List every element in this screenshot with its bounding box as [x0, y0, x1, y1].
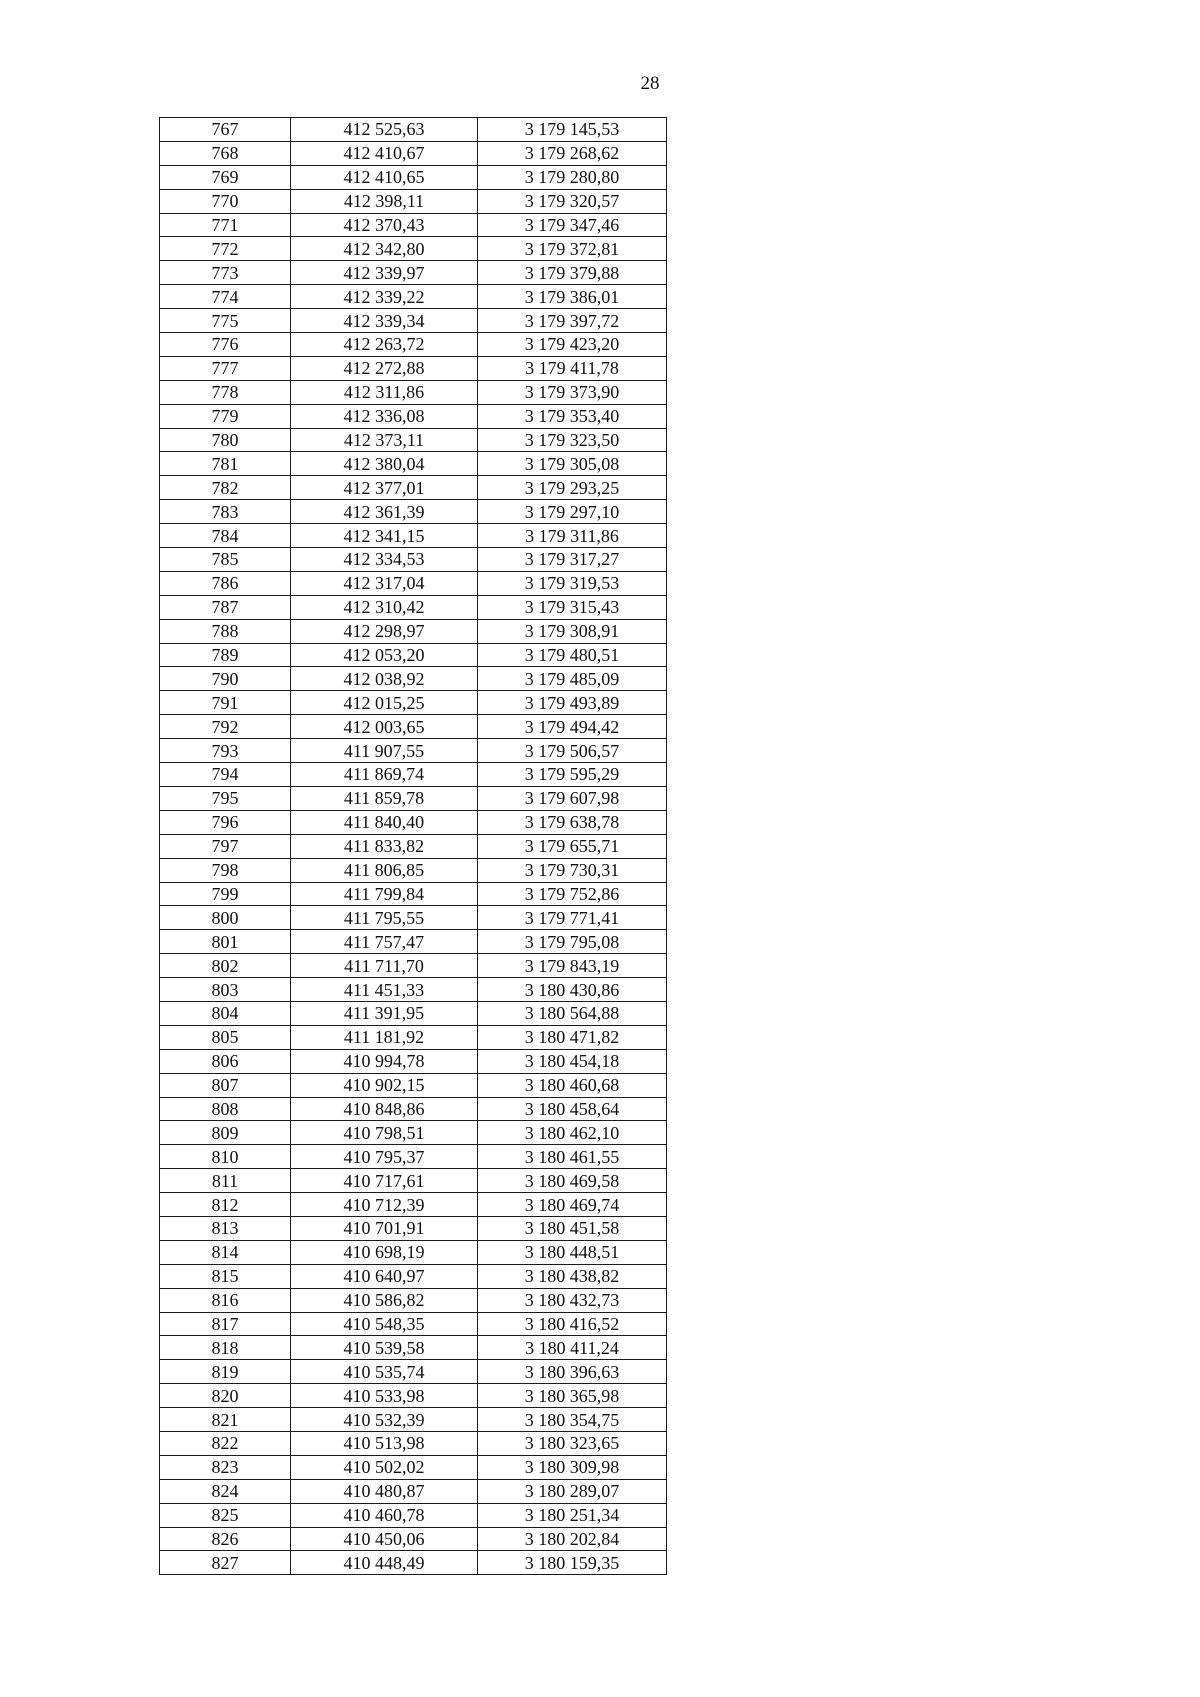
- x-coordinate-cell: 411 869,74: [291, 763, 478, 787]
- point-number-cell: 785: [160, 548, 291, 572]
- y-coordinate-cell: 3 179 771,41: [478, 906, 667, 930]
- x-coordinate-cell: 411 859,78: [291, 786, 478, 810]
- y-coordinate-cell: 3 179 353,40: [478, 404, 667, 428]
- x-coordinate-cell: 412 361,39: [291, 500, 478, 524]
- y-coordinate-cell: 3 179 795,08: [478, 930, 667, 954]
- table-row: [160, 882, 667, 906]
- y-coordinate-cell: 3 180 469,58: [478, 1169, 667, 1193]
- x-coordinate-cell: 410 717,61: [291, 1169, 478, 1193]
- x-coordinate-cell: 412 336,08: [291, 404, 478, 428]
- x-coordinate-cell: 412 038,92: [291, 667, 478, 691]
- y-coordinate-cell: 3 179 485,09: [478, 667, 667, 691]
- x-coordinate-cell: 412 398,11: [291, 189, 478, 213]
- table-row: [160, 763, 667, 787]
- y-coordinate-cell: 3 180 354,75: [478, 1408, 667, 1432]
- table-row: [160, 1336, 667, 1360]
- y-coordinate-cell: 3 180 451,58: [478, 1216, 667, 1240]
- point-number-cell: 796: [160, 810, 291, 834]
- y-coordinate-cell: 3 179 379,88: [478, 261, 667, 285]
- point-number-cell: 808: [160, 1097, 291, 1121]
- x-coordinate-cell: 412 410,65: [291, 165, 478, 189]
- table-row: [160, 165, 667, 189]
- table-row: [160, 1216, 667, 1240]
- x-coordinate-cell: 412 342,80: [291, 237, 478, 261]
- table-row: [160, 1288, 667, 1312]
- point-number-cell: 788: [160, 619, 291, 643]
- x-coordinate-cell: 412 373,11: [291, 428, 478, 452]
- point-number-cell: 797: [160, 834, 291, 858]
- table-row: [160, 141, 667, 165]
- table-row: [160, 1384, 667, 1408]
- table-row: [160, 1527, 667, 1551]
- point-number-cell: 799: [160, 882, 291, 906]
- x-coordinate-cell: 410 795,37: [291, 1145, 478, 1169]
- x-coordinate-cell: 410 480,87: [291, 1479, 478, 1503]
- table-row: [160, 1025, 667, 1049]
- table-row: [160, 118, 667, 142]
- table-row: [160, 189, 667, 213]
- x-coordinate-cell: 410 513,98: [291, 1431, 478, 1455]
- y-coordinate-cell: 3 179 655,71: [478, 834, 667, 858]
- table-row: [160, 213, 667, 237]
- table-row: [160, 476, 667, 500]
- point-number-cell: 815: [160, 1264, 291, 1288]
- table-row: [160, 1240, 667, 1264]
- table-row: [160, 1169, 667, 1193]
- point-number-cell: 818: [160, 1336, 291, 1360]
- point-number-cell: 825: [160, 1503, 291, 1527]
- x-coordinate-cell: 412 339,97: [291, 261, 478, 285]
- table-row: [160, 1097, 667, 1121]
- y-coordinate-cell: 3 179 494,42: [478, 715, 667, 739]
- y-coordinate-cell: 3 179 308,91: [478, 619, 667, 643]
- table-row: [160, 1312, 667, 1336]
- y-coordinate-cell: 3 180 458,64: [478, 1097, 667, 1121]
- x-coordinate-cell: 410 586,82: [291, 1288, 478, 1312]
- x-coordinate-cell: 411 795,55: [291, 906, 478, 930]
- y-coordinate-cell: 3 179 347,46: [478, 213, 667, 237]
- x-coordinate-cell: 410 902,15: [291, 1073, 478, 1097]
- y-coordinate-cell: 3 179 423,20: [478, 333, 667, 357]
- point-number-cell: 809: [160, 1121, 291, 1145]
- table-row: [160, 1049, 667, 1073]
- point-number-cell: 807: [160, 1073, 291, 1097]
- point-number-cell: 773: [160, 261, 291, 285]
- table-row: [160, 715, 667, 739]
- table-row: [160, 1431, 667, 1455]
- point-number-cell: 783: [160, 500, 291, 524]
- y-coordinate-cell: 3 179 145,53: [478, 118, 667, 142]
- point-number-cell: 769: [160, 165, 291, 189]
- y-coordinate-cell: 3 180 430,86: [478, 978, 667, 1002]
- point-number-cell: 779: [160, 404, 291, 428]
- point-number-cell: 781: [160, 452, 291, 476]
- y-coordinate-cell: 3 179 372,81: [478, 237, 667, 261]
- table-row: [160, 1455, 667, 1479]
- point-number-cell: 792: [160, 715, 291, 739]
- x-coordinate-cell: 412 525,63: [291, 118, 478, 142]
- y-coordinate-cell: 3 179 311,86: [478, 524, 667, 548]
- point-number-cell: 778: [160, 380, 291, 404]
- x-coordinate-cell: 410 712,39: [291, 1193, 478, 1217]
- y-coordinate-cell: 3 180 289,07: [478, 1479, 667, 1503]
- table-row: [160, 1193, 667, 1217]
- y-coordinate-cell: 3 180 438,82: [478, 1264, 667, 1288]
- point-number-cell: 782: [160, 476, 291, 500]
- page-number: 28: [640, 73, 660, 94]
- point-number-cell: 771: [160, 213, 291, 237]
- point-number-cell: 770: [160, 189, 291, 213]
- y-coordinate-cell: 3 179 373,90: [478, 380, 667, 404]
- x-coordinate-cell: 412 377,01: [291, 476, 478, 500]
- x-coordinate-cell: 410 502,02: [291, 1455, 478, 1479]
- point-number-cell: 800: [160, 906, 291, 930]
- table-row: [160, 333, 667, 357]
- y-coordinate-cell: 3 179 280,80: [478, 165, 667, 189]
- y-coordinate-cell: 3 180 396,63: [478, 1360, 667, 1384]
- y-coordinate-cell: 3 179 315,43: [478, 595, 667, 619]
- table-row: [160, 667, 667, 691]
- x-coordinate-cell: 410 450,06: [291, 1527, 478, 1551]
- table-row: [160, 1145, 667, 1169]
- table-row: [160, 500, 667, 524]
- x-coordinate-cell: 412 003,65: [291, 715, 478, 739]
- coordinates-table-body: [160, 118, 667, 1575]
- point-number-cell: 819: [160, 1360, 291, 1384]
- x-coordinate-cell: 412 334,53: [291, 548, 478, 572]
- y-coordinate-cell: 3 179 268,62: [478, 141, 667, 165]
- x-coordinate-cell: 410 539,58: [291, 1336, 478, 1360]
- point-number-cell: 780: [160, 428, 291, 452]
- x-coordinate-cell: 412 310,42: [291, 595, 478, 619]
- point-number-cell: 805: [160, 1025, 291, 1049]
- y-coordinate-cell: 3 179 638,78: [478, 810, 667, 834]
- y-coordinate-cell: 3 179 493,89: [478, 691, 667, 715]
- x-coordinate-cell: 410 533,98: [291, 1384, 478, 1408]
- point-number-cell: 795: [160, 786, 291, 810]
- y-coordinate-cell: 3 180 448,51: [478, 1240, 667, 1264]
- y-coordinate-cell: 3 179 319,53: [478, 571, 667, 595]
- x-coordinate-cell: 410 460,78: [291, 1503, 478, 1527]
- y-coordinate-cell: 3 180 462,10: [478, 1121, 667, 1145]
- y-coordinate-cell: 3 179 323,50: [478, 428, 667, 452]
- x-coordinate-cell: 411 451,33: [291, 978, 478, 1002]
- table-row: [160, 428, 667, 452]
- point-number-cell: 790: [160, 667, 291, 691]
- table-row: [160, 1073, 667, 1097]
- point-number-cell: 791: [160, 691, 291, 715]
- table-row: [160, 1551, 667, 1575]
- point-number-cell: 820: [160, 1384, 291, 1408]
- x-coordinate-cell: 411 907,55: [291, 739, 478, 763]
- x-coordinate-cell: 411 757,47: [291, 930, 478, 954]
- y-coordinate-cell: 3 180 432,73: [478, 1288, 667, 1312]
- table-row: [160, 1503, 667, 1527]
- point-number-cell: 822: [160, 1431, 291, 1455]
- x-coordinate-cell: 412 263,72: [291, 333, 478, 357]
- point-number-cell: 817: [160, 1312, 291, 1336]
- point-number-cell: 768: [160, 141, 291, 165]
- point-number-cell: 804: [160, 1001, 291, 1025]
- y-coordinate-cell: 3 180 454,18: [478, 1049, 667, 1073]
- table-row: [160, 810, 667, 834]
- x-coordinate-cell: 410 535,74: [291, 1360, 478, 1384]
- point-number-cell: 794: [160, 763, 291, 787]
- y-coordinate-cell: 3 179 397,72: [478, 309, 667, 333]
- x-coordinate-cell: 410 548,35: [291, 1312, 478, 1336]
- table-row: [160, 1264, 667, 1288]
- x-coordinate-cell: 411 840,40: [291, 810, 478, 834]
- point-number-cell: 802: [160, 954, 291, 978]
- x-coordinate-cell: 412 339,22: [291, 285, 478, 309]
- y-coordinate-cell: 3 180 460,68: [478, 1073, 667, 1097]
- point-number-cell: 786: [160, 571, 291, 595]
- point-number-cell: 774: [160, 285, 291, 309]
- x-coordinate-cell: 412 272,88: [291, 356, 478, 380]
- x-coordinate-cell: 410 448,49: [291, 1551, 478, 1575]
- table-row: [160, 356, 667, 380]
- y-coordinate-cell: 3 179 305,08: [478, 452, 667, 476]
- x-coordinate-cell: 410 532,39: [291, 1408, 478, 1432]
- x-coordinate-cell: 411 799,84: [291, 882, 478, 906]
- table-row: [160, 786, 667, 810]
- y-coordinate-cell: 3 179 506,57: [478, 739, 667, 763]
- y-coordinate-cell: 3 179 411,78: [478, 356, 667, 380]
- table-row: [160, 285, 667, 309]
- table-row: [160, 261, 667, 285]
- x-coordinate-cell: 412 341,15: [291, 524, 478, 548]
- table-row: [160, 906, 667, 930]
- table-row: [160, 1121, 667, 1145]
- y-coordinate-cell: 3 179 595,29: [478, 763, 667, 787]
- x-coordinate-cell: 412 311,86: [291, 380, 478, 404]
- x-coordinate-cell: 410 698,19: [291, 1240, 478, 1264]
- y-coordinate-cell: 3 180 202,84: [478, 1527, 667, 1551]
- x-coordinate-cell: 411 181,92: [291, 1025, 478, 1049]
- y-coordinate-cell: 3 180 251,34: [478, 1503, 667, 1527]
- point-number-cell: 813: [160, 1216, 291, 1240]
- y-coordinate-cell: 3 180 564,88: [478, 1001, 667, 1025]
- point-number-cell: 767: [160, 118, 291, 142]
- y-coordinate-cell: 3 180 416,52: [478, 1312, 667, 1336]
- x-coordinate-cell: 410 798,51: [291, 1121, 478, 1145]
- table-row: [160, 1360, 667, 1384]
- x-coordinate-cell: 412 053,20: [291, 643, 478, 667]
- x-coordinate-cell: 410 640,97: [291, 1264, 478, 1288]
- point-number-cell: 772: [160, 237, 291, 261]
- table-row: [160, 834, 667, 858]
- y-coordinate-cell: 3 180 323,65: [478, 1431, 667, 1455]
- point-number-cell: 824: [160, 1479, 291, 1503]
- point-number-cell: 787: [160, 595, 291, 619]
- point-number-cell: 776: [160, 333, 291, 357]
- point-number-cell: 814: [160, 1240, 291, 1264]
- point-number-cell: 816: [160, 1288, 291, 1312]
- y-coordinate-cell: 3 180 159,35: [478, 1551, 667, 1575]
- table-row: [160, 309, 667, 333]
- table-row: [160, 691, 667, 715]
- point-number-cell: 812: [160, 1193, 291, 1217]
- table-row: [160, 978, 667, 1002]
- point-number-cell: 777: [160, 356, 291, 380]
- x-coordinate-cell: 412 317,04: [291, 571, 478, 595]
- point-number-cell: 811: [160, 1169, 291, 1193]
- y-coordinate-cell: 3 179 730,31: [478, 858, 667, 882]
- point-number-cell: 775: [160, 309, 291, 333]
- table-row: [160, 1479, 667, 1503]
- table-row: [160, 404, 667, 428]
- table-row: [160, 595, 667, 619]
- y-coordinate-cell: 3 180 365,98: [478, 1384, 667, 1408]
- y-coordinate-cell: 3 179 843,19: [478, 954, 667, 978]
- point-number-cell: 784: [160, 524, 291, 548]
- point-number-cell: 806: [160, 1049, 291, 1073]
- point-number-cell: 801: [160, 930, 291, 954]
- table-row: [160, 524, 667, 548]
- point-number-cell: 821: [160, 1408, 291, 1432]
- x-coordinate-cell: 412 298,97: [291, 619, 478, 643]
- table-row: [160, 571, 667, 595]
- table-row: [160, 643, 667, 667]
- y-coordinate-cell: 3 180 461,55: [478, 1145, 667, 1169]
- table-row: [160, 237, 667, 261]
- y-coordinate-cell: 3 179 320,57: [478, 189, 667, 213]
- table-row: [160, 930, 667, 954]
- table-row: [160, 858, 667, 882]
- point-number-cell: 803: [160, 978, 291, 1002]
- x-coordinate-cell: 410 848,86: [291, 1097, 478, 1121]
- x-coordinate-cell: 412 380,04: [291, 452, 478, 476]
- y-coordinate-cell: 3 179 752,86: [478, 882, 667, 906]
- point-number-cell: 793: [160, 739, 291, 763]
- x-coordinate-cell: 411 391,95: [291, 1001, 478, 1025]
- point-number-cell: 810: [160, 1145, 291, 1169]
- y-coordinate-cell: 3 180 411,24: [478, 1336, 667, 1360]
- y-coordinate-cell: 3 179 297,10: [478, 500, 667, 524]
- table-row: [160, 619, 667, 643]
- point-number-cell: 798: [160, 858, 291, 882]
- y-coordinate-cell: 3 179 607,98: [478, 786, 667, 810]
- x-coordinate-cell: 411 806,85: [291, 858, 478, 882]
- table-row: [160, 1408, 667, 1432]
- y-coordinate-cell: 3 179 293,25: [478, 476, 667, 500]
- x-coordinate-cell: 412 370,43: [291, 213, 478, 237]
- x-coordinate-cell: 410 994,78: [291, 1049, 478, 1073]
- table-row: [160, 380, 667, 404]
- point-number-cell: 827: [160, 1551, 291, 1575]
- x-coordinate-cell: 411 833,82: [291, 834, 478, 858]
- coordinates-table: [159, 117, 667, 1575]
- y-coordinate-cell: 3 179 317,27: [478, 548, 667, 572]
- y-coordinate-cell: 3 179 480,51: [478, 643, 667, 667]
- y-coordinate-cell: 3 180 469,74: [478, 1193, 667, 1217]
- point-number-cell: 789: [160, 643, 291, 667]
- x-coordinate-cell: 412 410,67: [291, 141, 478, 165]
- y-coordinate-cell: 3 180 471,82: [478, 1025, 667, 1049]
- table-row: [160, 548, 667, 572]
- y-coordinate-cell: 3 179 386,01: [478, 285, 667, 309]
- x-coordinate-cell: 410 701,91: [291, 1216, 478, 1240]
- x-coordinate-cell: 412 015,25: [291, 691, 478, 715]
- x-coordinate-cell: 411 711,70: [291, 954, 478, 978]
- table-row: [160, 739, 667, 763]
- table-row: [160, 452, 667, 476]
- point-number-cell: 823: [160, 1455, 291, 1479]
- table-row: [160, 1001, 667, 1025]
- point-number-cell: 826: [160, 1527, 291, 1551]
- x-coordinate-cell: 412 339,34: [291, 309, 478, 333]
- y-coordinate-cell: 3 180 309,98: [478, 1455, 667, 1479]
- table-row: [160, 954, 667, 978]
